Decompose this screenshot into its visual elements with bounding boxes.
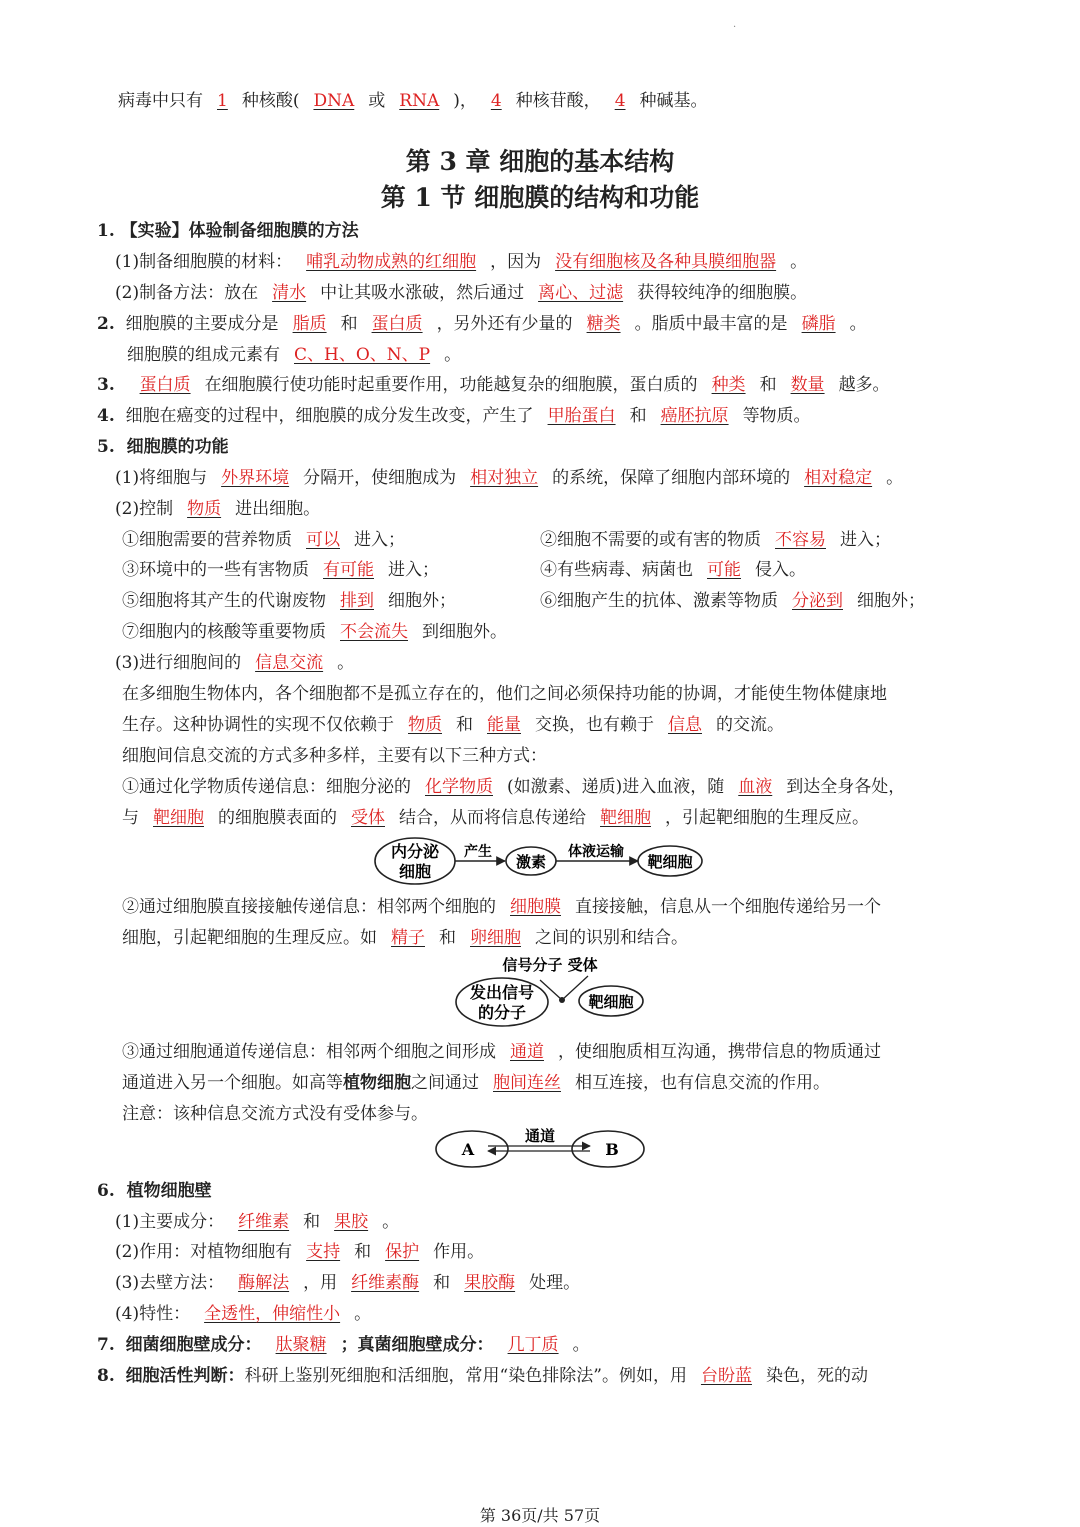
item-6-heading: 6. 植物细胞壁 bbox=[97, 1181, 212, 1201]
item-6-sub-3: (3)去壁方法： 酶解法 ，用 纤维素酶 和 果胶酶 处理。 bbox=[115, 1273, 581, 1293]
item-5-sub-2: (2)控制 物质 进出细胞。 bbox=[115, 499, 321, 519]
item-8: 8. 细胞活性判断：科研上鉴别死细胞和活细胞，常用“染色排除法”。例如，用 台盼蓝 染色，死的动 bbox=[97, 1366, 868, 1386]
item-2-elements: 细胞膜的组成元素有 C、H、O、N、P 。 bbox=[127, 345, 462, 365]
method-2-line-1: ②通过细胞膜直接接触传递信息：相邻两个细胞的 细胞膜 直接接触，信息从一个细胞传递给另一个 bbox=[122, 897, 881, 917]
item-1-heading: 1. 【实验】体验制备细胞膜的方法 bbox=[97, 221, 359, 241]
method-3-note: 注意：该种信息交流方式没有受体参与。 bbox=[122, 1104, 428, 1124]
intro-virus-line: 病毒中只有 1 种核酸( DNA 或 RNA )， 4 种核苷酸， 4 种碱基。 bbox=[118, 91, 708, 111]
contact-target-label: 靶细胞 bbox=[588, 993, 634, 1011]
item-2: 2. 细胞膜的主要成分是 脂质 和 蛋白质 ，另外还有少量的 糖类 。脂质中最丰富的是 磷脂 。 bbox=[97, 314, 867, 334]
channel-diagram bbox=[432, 1124, 648, 1170]
method-3-line-1: ③通过细胞通道传递信息：相邻两个细胞之间形成 通道 ，使细胞质相互沟通，携带信息的物质通过 bbox=[122, 1042, 881, 1062]
item-6-sub-1: (1)主要成分： 纤维素 和 果胶 。 bbox=[115, 1212, 400, 1232]
hormone-pathway-diagram bbox=[370, 834, 710, 888]
arrow-transport-label: 体液运输 bbox=[568, 844, 624, 860]
secretory-cell-label-2: 细胞 bbox=[398, 862, 432, 881]
item-5-sub-1: (1)将细胞与 外界环境 分隔开，使细胞成为 相对独立 的系统，保障了细胞内部环境的 相对稳定 。 bbox=[115, 468, 904, 488]
hormone-label: 激素 bbox=[515, 853, 547, 871]
item-5-point-1: ①细胞需要的营养物质 可以 进入； bbox=[122, 530, 405, 550]
item-5-point-7: ⑦细胞内的核酸等重要物质 不会流失 到细胞外。 bbox=[122, 622, 507, 642]
item-5-paragraph-1: 在多细胞生物体内，各个细胞都不是孤立存在的，他们之间必须保持功能的协调，才能使生物体健康地 bbox=[122, 684, 887, 704]
method-3-line-2: 通道进入另一个细胞。如高等植物细胞之间通过 胞间连丝 相互连接，也有信息交流的作用。 bbox=[122, 1073, 830, 1093]
item-5-sub-3: (3)进行细胞间的 信息交流 。 bbox=[115, 653, 355, 673]
item-5-paragraph-3: 细胞间信息交流的方式多种多样，主要有以下三种方式： bbox=[122, 746, 547, 766]
target-cell-label: 靶细胞 bbox=[647, 853, 693, 871]
item-5-point-3: ③环境中的一些有害物质 有可能 进入； bbox=[122, 560, 439, 580]
signal-line bbox=[540, 980, 562, 1000]
item-5-paragraph-2: 生存。这种协调性的实现不仅依赖于 物质 和 能量 交换，也有赖于 信息 的交流。 bbox=[122, 715, 784, 735]
item-5-point-2: ②细胞不需要的或有害的物质 不容易 进入； bbox=[540, 530, 891, 550]
item-4: 4. 细胞在癌变的过程中，细胞膜的成分发生改变，产生了 甲胎蛋白 和 癌胚抗原 等物质。 bbox=[97, 406, 811, 426]
item-1-sub-1: (1)制备细胞膜的材料： 哺乳动物成熟的红细胞 ，因为 没有细胞核及各种具膜细胞器 。 bbox=[115, 252, 808, 272]
page-footer: 第 36页/共 57页 bbox=[479, 1506, 601, 1525]
section-title: 第 1 节 细胞膜的结构和功能 bbox=[380, 183, 700, 212]
item-3: 3. 蛋白质 在细胞膜行使功能时起重要作用，功能越复杂的细胞膜，蛋白质的 种类 和 数量 越多。 bbox=[97, 375, 890, 395]
cell-a-label: A bbox=[461, 1140, 475, 1159]
item-5-point-5: ⑤细胞将其产生的代谢废物 排到 细胞外； bbox=[122, 591, 456, 611]
binding-point bbox=[559, 997, 565, 1003]
signal-receptor-label: 信号分子 受体 bbox=[502, 956, 598, 974]
item-1-sub-2: (2)制备方法：放在 清水 中让其吸水涨破，然后通过 离心、过滤 获得较纯净的细胞膜。 bbox=[115, 283, 808, 303]
item-7: 7. 细菌细胞壁成分： 肽聚糖 ；真菌细胞壁成分： 几丁质 。 bbox=[97, 1335, 590, 1355]
cell-b-label: B bbox=[605, 1140, 619, 1159]
contact-signal-diagram bbox=[450, 952, 660, 1028]
item-6-sub-4: (4)特性： 全透性，伸缩性小 。 bbox=[115, 1304, 372, 1324]
channel-label: 通道 bbox=[524, 1127, 556, 1145]
chapter-title: 第 3 章 细胞的基本结构 bbox=[405, 147, 675, 176]
signal-cell-label-1: 发出信号 bbox=[469, 983, 535, 1002]
receptor-line bbox=[562, 976, 588, 1000]
signal-cell-label-2: 的分子 bbox=[477, 1003, 527, 1022]
item-6-sub-2: (2)作用：对植物细胞有 支持 和 保护 作用。 bbox=[115, 1242, 485, 1262]
method-1-line-1: ①通过化学物质传递信息：细胞分泌的 化学物质 (如激素、递质)进入血液，随 血液 到达全身各处， bbox=[122, 777, 906, 797]
secretory-cell-label-1: 内分泌 bbox=[390, 842, 440, 861]
item-5-point-6: ⑥细胞产生的抗体、激素等物质 分泌到 细胞外； bbox=[540, 591, 925, 611]
arrow-produce-label: 产生 bbox=[464, 844, 492, 860]
item-5-point-4: ④有些病毒、病菌也 可能 侵入。 bbox=[540, 560, 806, 580]
item-5-heading: 5. 细胞膜的功能 bbox=[97, 437, 229, 457]
method-1-line-2: 与 靶细胞 的细胞膜表面的 受体 结合，从而将信息传递给 靶细胞 ，引起靶细胞的生理反应。 bbox=[122, 808, 869, 828]
method-2-line-2: 细胞，引起靶细胞的生理反应。如 精子 和 卵细胞 之间的识别和结合。 bbox=[122, 928, 688, 948]
scan-mark: · bbox=[733, 22, 737, 33]
